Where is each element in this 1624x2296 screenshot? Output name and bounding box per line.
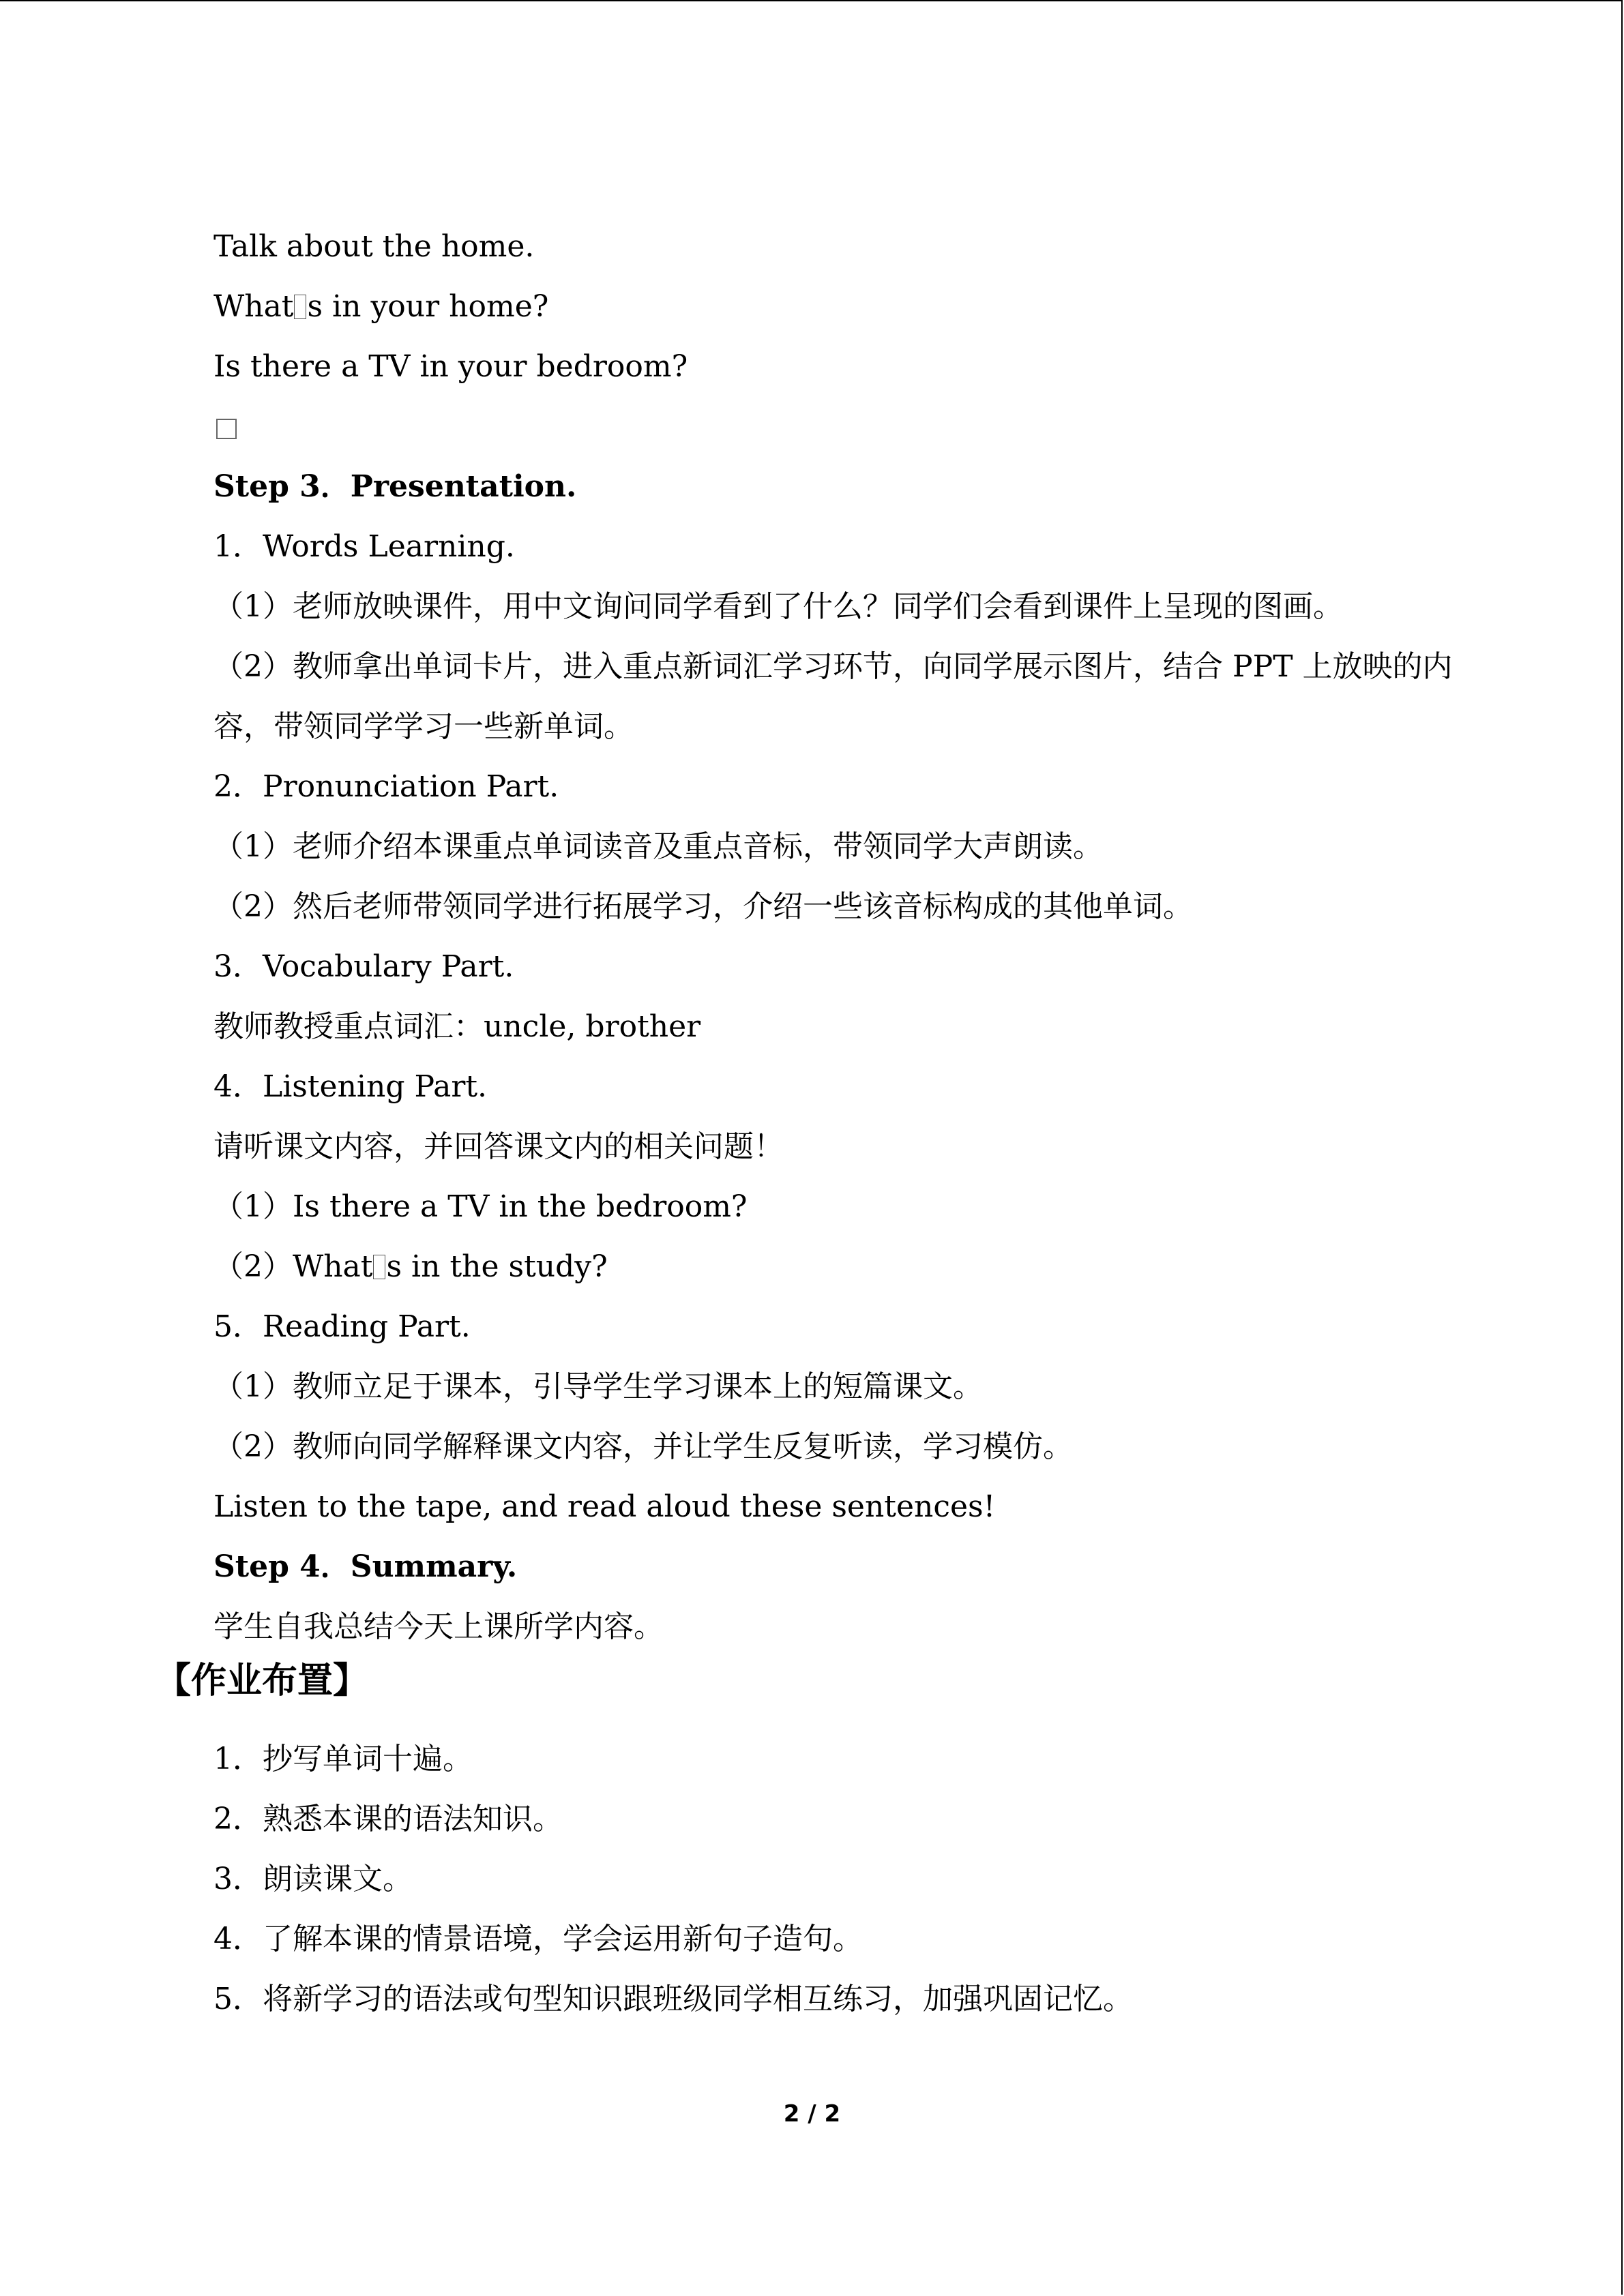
homework-item: 5．将新学习的语法或句型知识跟班级同学相互练习，加强巩固记忆。 (213, 1982, 1133, 2016)
summary-p1: 学生自我总结今天上课所学内容。 (213, 1609, 664, 1644)
vocabulary-p1: 教师教授重点词汇：uncle, brother (213, 1009, 701, 1044)
intro-line-whats: What s in your home? (213, 289, 549, 324)
words-learning-title: 1．Words Learning. (213, 529, 515, 564)
step4-heading: Step 4．Summary. (213, 1549, 518, 1584)
pronunciation-p1: （1）老师介绍本课重点单词读音及重点音标，带领同学大声朗读。 (213, 829, 1103, 864)
checkbox-icon (216, 419, 237, 439)
homework-item: 2．熟悉本课的语法知识。 (213, 1802, 563, 1836)
words-learning-p1: （1）老师放映课件，用中文询问同学看到了什么？同学们会看到课件上呈现的图画。 (213, 589, 1343, 624)
homework-item: 1．抄写单词十遍。 (213, 1742, 473, 1776)
vocabulary-title: 3．Vocabulary Part. (213, 949, 514, 984)
listening-title: 4．Listening Part. (213, 1069, 488, 1104)
pronunciation-p2: （2）然后老师带领同学进行拓展学习，介绍一些该音标构成的其他单词。 (213, 889, 1193, 924)
listening-q1: （1）Is there a TV in the bedroom? (213, 1189, 748, 1224)
listening-q2: （2）What s in the study? (213, 1249, 608, 1284)
reading-p3: Listen to the tape, and read aloud these sentences! (213, 1489, 996, 1524)
intro-line-tv: Is there a TV in your bedroom? (213, 349, 688, 384)
homework-item: 4．了解本课的情景语境，学会运用新句子造句。 (213, 1922, 863, 1956)
missing-glyph-icon (373, 1255, 385, 1279)
step3-heading: Step 3．Presentation. (213, 469, 577, 504)
homework-item: 3．朗读课文。 (213, 1862, 413, 1896)
reading-title: 5．Reading Part. (213, 1309, 471, 1344)
intro-line-talk: Talk about the home. (213, 229, 535, 264)
listening-p1: 请听课文内容，并回答课文内的相关问题！ (213, 1129, 784, 1164)
pronunciation-title: 2．Pronunciation Part. (213, 769, 559, 804)
lesson-body (213, 217, 1455, 1657)
missing-glyph-icon (294, 295, 306, 319)
empty-checkbox-line (213, 397, 1455, 457)
page-number: 2 / 2 (783, 2100, 841, 2128)
reading-p1: （1）教师立足于课本，引导学生学习课本上的短篇课文。 (213, 1369, 983, 1404)
homework-heading: 【作业布置】 (156, 1660, 369, 1701)
reading-p2: （2）教师向同学解释课文内容，并让学生反复听读，学习模仿。 (213, 1429, 1073, 1464)
homework-list (213, 1729, 1455, 2029)
words-learning-p2: （2）教师拿出单词卡片，进入重点新词汇学习环节，向同学展示图片，结合 PPT 上放映的内容，带领同学学习一些新单词。 (213, 649, 1453, 744)
